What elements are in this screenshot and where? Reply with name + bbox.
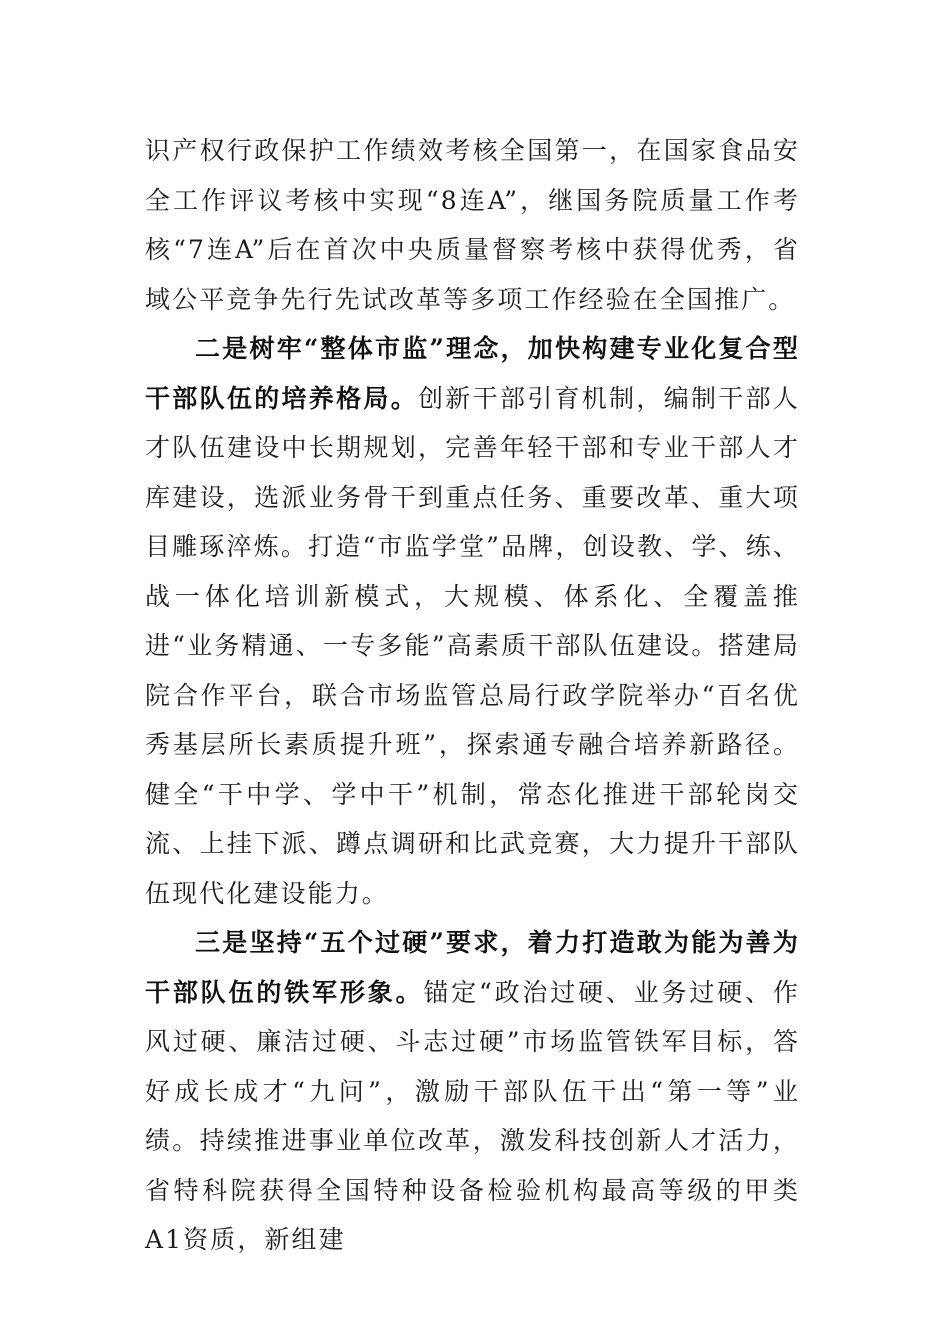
paragraph-continuation <box>145 126 800 324</box>
document-body <box>145 126 800 1265</box>
paragraph-section-two <box>145 324 800 918</box>
paragraph-section-three <box>145 918 800 1265</box>
paragraph-text: 创新干部引育机制，编制干部人才队伍建设中长期规划，完善年轻干部和专业干部人才库建设，选派业务骨干到重点任务、重要改革、重大项目雕琢淬炼。打造“市监学堂”品牌，创设教、学、练、战一体化培训新模式，大规模、体系化、全覆盖推进“业务精通、一专多能”高素质干部队伍建设。搭建局院合作平台，联合市场监管总局行政学院举办“百名优秀基层所长素质提升班”，探索通专融合培养新路径。健全“干中学、学中干”机制，常态化推进干部轮岗交流、上挂下派、蹲点调研和比武竞赛，大力提升干部队伍现代化建设能力。 <box>145 383 800 908</box>
paragraph-text: 锚定“政治过硬、业务过硬、作风过硬、廉洁过硬、斗志过硬”市场监管铁军目标，答好成长成才“九问”，激励干部队伍干出“第一等”业绩。持续推进事业单位改革，激发科技创新人才活力，省特科院获得全国特种设备检验机构最高等级的甲类A1资质，新组建 <box>145 977 800 1254</box>
paragraph-heading: 三是坚持“五个过硬”要求，着力打造敢为能为善为干部队伍的铁军形象。 <box>145 928 800 1007</box>
paragraph-heading: 二是树牢“整体市监”理念，加快构建专业化复合型干部队伍的培养格局。 <box>145 334 800 413</box>
paragraph-text: 识产权行政保护工作绩效考核全国第一，在国家食品安全工作评议考核中实现“8连A”，继国务院质量工作考核“7连A”后在首次中央质量督察考核中获得优秀，省域公平竞争先行先试改革等多项工作经验在全国推广。 <box>145 136 800 314</box>
